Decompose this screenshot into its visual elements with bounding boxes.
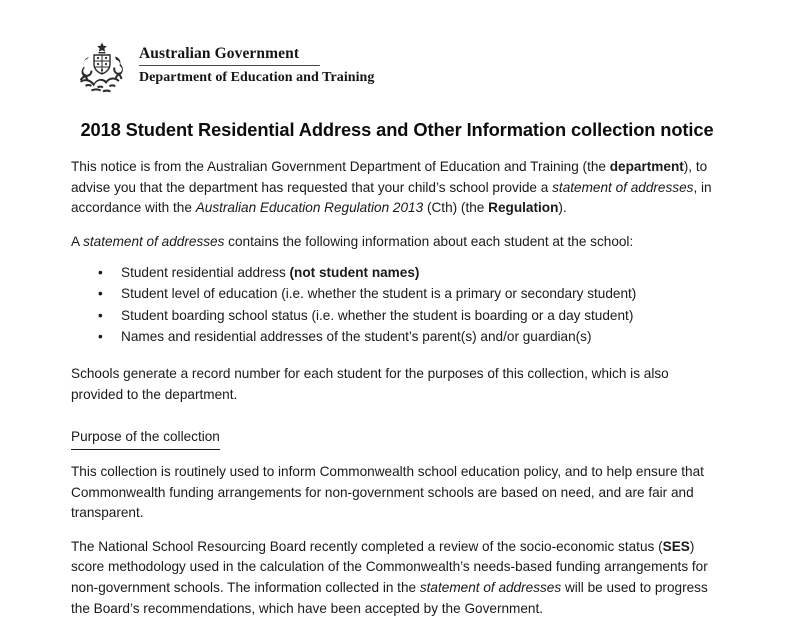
list-item (71, 263, 723, 284)
record-number-paragraph: Schools generate a record number for each student for the purposes of this collection, which is also provided to the department. (71, 366, 669, 402)
intro-text-2: ), to advise you that the department has requested that your child’s school provide a (71, 159, 708, 195)
section-heading-wrap (71, 418, 723, 462)
statement-contents-list (71, 263, 723, 347)
intro-text-4: (Cth) (the (423, 200, 489, 216)
masthead-text (139, 41, 374, 87)
ses-italic-statement: statement of addresses (419, 580, 562, 595)
list-item (71, 306, 723, 327)
purpose-paragraph: This collection is routinely used to inform Commonwealth school education policy, and to help ensure that Commonwealth funding arrangements for non-government schools are based on need, and are fair and transparent. (71, 464, 704, 521)
list-item-label: Names and residential addresses of the student’s parent(s) and/or guardian(s) (121, 328, 592, 344)
list-item (71, 327, 723, 348)
statement-text-2: contains the following information about each student at the school: (224, 233, 634, 249)
intro-text-1: This notice is from the Australian Government Department of Education and Training (the (71, 159, 610, 174)
statement-text-1: A (71, 233, 84, 249)
ses-bold-acronym: SES (662, 538, 690, 554)
list-item-label: Student level of education (i.e. whether the student is a primary or secondary student) (121, 286, 637, 302)
ses-review-paragraph (71, 537, 723, 619)
intro-text-3: , in accordance with the (71, 179, 712, 216)
bullet-icon: • (98, 286, 103, 302)
bullet-icon: • (98, 328, 103, 344)
bullet-icon: • (98, 265, 103, 281)
intro-bold-regulation: Regulation (488, 200, 559, 216)
list-item-label: Student residential address (121, 265, 290, 281)
document-content (71, 118, 723, 632)
list-item (71, 284, 723, 305)
intro-paragraph (71, 157, 723, 219)
masthead-divider (139, 65, 320, 66)
intro-italic-regulation: Australian Education Regulation 2013 (195, 200, 424, 216)
bullet-icon: • (98, 307, 103, 323)
statement-lead-paragraph (71, 232, 723, 253)
government-label: Australian Government (139, 45, 300, 62)
page-title: 2018 Student Residential Address and Other Information collection notice (80, 119, 714, 140)
statement-italic: statement of addresses (83, 233, 225, 249)
intro-text-5: ). (558, 200, 567, 216)
ses-text-3: will be used to progress the Board’s recommendations, which have been accepted by the Government. (71, 580, 708, 616)
australian-coat-of-arms-icon (71, 41, 133, 97)
intro-italic-statement: statement of addresses (552, 179, 694, 195)
ses-text-1: The National School Resourcing Board recently completed a review of the socio-economic status ( (71, 538, 663, 554)
section-heading-purpose: Purpose of the collection (71, 427, 220, 450)
department-label: Department of Education and Training (139, 70, 375, 85)
masthead (71, 41, 374, 97)
ses-text-2: ) score methodology used in the calculation of the Commonwealth’s needs-based funding arrangements for non-government schools. The information collected in the (71, 538, 708, 595)
intro-bold-department: department (609, 159, 684, 174)
list-item-label: Student boarding school status (i.e. whether the student is boarding or a day student) (121, 307, 634, 323)
list-item-bold: (not student names) (289, 265, 420, 281)
